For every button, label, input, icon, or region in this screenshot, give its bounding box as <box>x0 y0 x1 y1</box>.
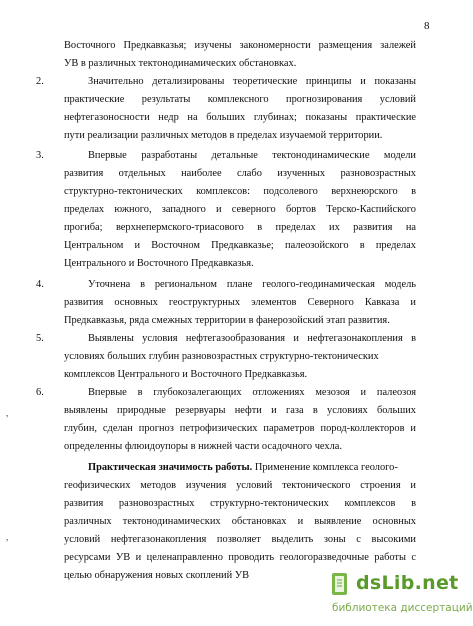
text-line: различных тектонодинамических обстановках и выявление основных <box>64 516 416 527</box>
text-line: комплексов Центрального и Восточного Предкавказья. <box>64 369 308 380</box>
list-number: 4. <box>36 279 44 290</box>
text-line: пределах южного, западного и северного бортов Терско-Каспийского <box>64 204 416 215</box>
page-number: 8 <box>424 20 430 32</box>
book-logo-icon <box>330 570 350 598</box>
text-line: Впервые разработаны детальные тектонодинамические модели <box>88 150 416 161</box>
margin-mark: , <box>6 532 9 542</box>
text-line: развития разновозрастных структурно-тектонических комплексов в <box>64 498 416 509</box>
text-line: Выявлены условия нефтегазообразования и нефтегазонакопления в <box>88 333 416 344</box>
text-line: структурно-тектонических комплексов: подсолевого верхнеюрского в <box>64 186 416 197</box>
list-number: 2. <box>36 76 44 87</box>
text-line: Предкавказья, ряда смежных территории в фанерозойский этап развития. <box>64 315 390 326</box>
text-line: геофизических методов изучения условий тектонического строения и <box>64 480 416 491</box>
text-line: Впервые в глубокозалегающих отложениях мезозоя и палеозоя <box>88 387 416 398</box>
text-line: глубин, сделан прогноз петрофизических параметров пород-коллекторов и <box>64 423 416 434</box>
text-line: Центральном и Восточном Предкавказье; палеозойского в пределах <box>64 240 416 251</box>
text-line: Центрального и Восточного Предкавказья. <box>64 258 254 269</box>
text-line: определенны флюидоупоры в нижней части осадочного чехла. <box>64 441 342 452</box>
text-line: УВ в различных тектонодинамических обстановках. <box>64 58 297 69</box>
text-run: Применение комплекса геолого- <box>252 462 398 473</box>
watermark-title: dsLib.net <box>356 572 459 594</box>
margin-mark: , <box>6 408 9 418</box>
text-line: прогиба; верхнепермского-триасового в пределах их развития на <box>64 222 416 233</box>
text-line: практические результаты комплексного прогнозирования условий <box>64 94 416 105</box>
section-heading: Практическая значимость работы. <box>88 462 253 473</box>
text-line: целью обнаружения новых скоплений УВ <box>64 570 250 581</box>
text-line: развития отдельных наиболее слабо изученных разновозрастных <box>64 168 416 179</box>
text-line: пути реализации различных методов в пределах изучаемой территории. <box>64 130 383 141</box>
list-number: 5. <box>36 333 44 344</box>
text-line: Значительно детализированы теоретические принципы и показаны <box>88 76 416 87</box>
text-line: условий нефтегазонакопления позволяет выделить зоны с высокими <box>64 534 416 545</box>
text-line: ресурсами УВ и целенаправленно проводить геологоразведочные работы с <box>64 552 416 563</box>
watermark-subtitle: библиотека диссертаций <box>332 602 473 614</box>
text-line: условиях больших глубин разновозрастных структурно-тектонических <box>64 351 379 362</box>
watermark <box>330 570 473 620</box>
text-line: Восточного Предкавказья; изучены закономерности размещения залежей <box>64 40 416 51</box>
paragraph-start <box>88 462 398 474</box>
list-number: 3. <box>36 150 44 161</box>
list-number: 6. <box>36 387 44 398</box>
text-line: Уточнена в региональном плане геолого-геодинамическая модель <box>88 279 416 290</box>
text-line: нефтегазоносности недр на больших глубинах; показаны практические <box>64 112 416 123</box>
text-line: развития основных геоструктурных элементов Северного Кавказа и <box>64 297 416 308</box>
text-line: выявлены природные резервуары нефти и газа в условиях больших <box>64 405 416 416</box>
